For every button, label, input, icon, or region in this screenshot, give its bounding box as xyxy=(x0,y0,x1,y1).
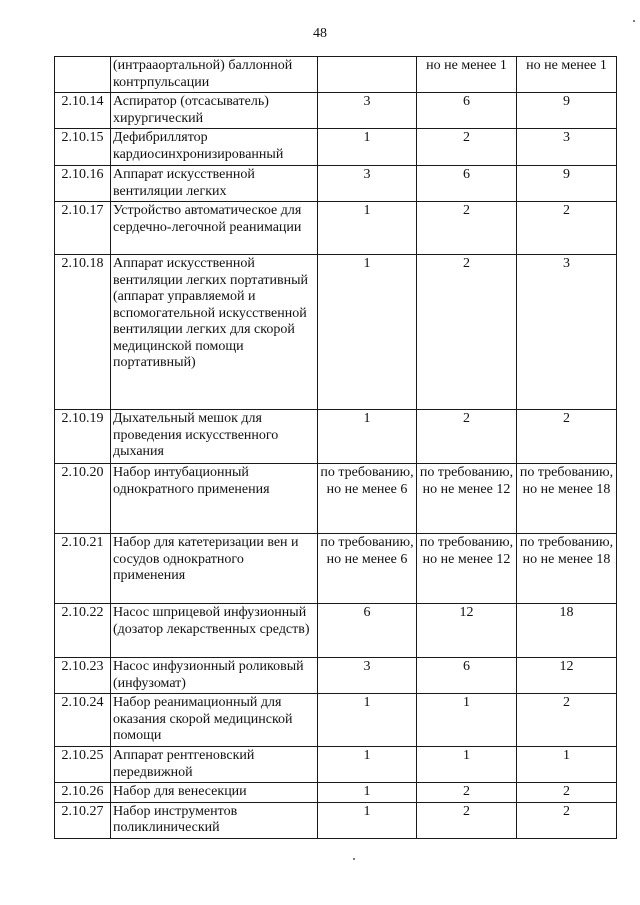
quantity-col-2: 2 xyxy=(417,410,517,464)
quantity-col-3: по требованию, но не менее 18 xyxy=(517,534,617,604)
quantity-col-3: 2 xyxy=(517,783,617,803)
quantity-col-3: 12 xyxy=(517,658,617,694)
table-row xyxy=(55,93,617,129)
quantity-col-1: 3 xyxy=(318,93,417,129)
table-row xyxy=(55,802,617,838)
table-row xyxy=(55,129,617,166)
quantity-col-3: но не менее 1 xyxy=(517,57,617,93)
quantity-col-1: 3 xyxy=(318,658,417,694)
quantity-col-2: 2 xyxy=(417,202,517,255)
table-row xyxy=(55,255,617,410)
quantity-col-2: по требованию, но не менее 12 xyxy=(417,464,517,534)
equipment-name: Аппарат рентгеновский передвижной xyxy=(111,747,318,783)
row-number xyxy=(55,57,111,93)
quantity-col-3: 2 xyxy=(517,802,617,838)
table-row xyxy=(55,534,617,604)
equipment-name: Набор для катетеризации вен и сосудов однократного применения xyxy=(111,534,318,604)
table-row xyxy=(55,658,617,694)
table-row xyxy=(55,604,617,658)
quantity-col-3: 9 xyxy=(517,93,617,129)
quantity-col-2: 12 xyxy=(417,604,517,658)
row-number: 2.10.25 xyxy=(55,747,111,783)
quantity-col-2: по требованию, но не менее 12 xyxy=(417,534,517,604)
row-number: 2.10.15 xyxy=(55,129,111,166)
row-number: 2.10.16 xyxy=(55,166,111,202)
quantity-col-1: 1 xyxy=(318,802,417,838)
quantity-col-2: 6 xyxy=(417,658,517,694)
table-row xyxy=(55,166,617,202)
table-row xyxy=(55,747,617,783)
table-row xyxy=(55,57,617,93)
quantity-col-3: 2 xyxy=(517,410,617,464)
row-number: 2.10.24 xyxy=(55,694,111,747)
quantity-col-2: 1 xyxy=(417,694,517,747)
quantity-col-2: 2 xyxy=(417,255,517,410)
quantity-col-1: 1 xyxy=(318,783,417,803)
row-number: 2.10.14 xyxy=(55,93,111,129)
table-row xyxy=(55,410,617,464)
quantity-col-3: 18 xyxy=(517,604,617,658)
quantity-col-2: 6 xyxy=(417,93,517,129)
equipment-name: Аппарат искусственной вентиляции легких портативный (аппарат управляемой и вспомогательной искусственной вентиляции легких для скорой медицинской помощи портативный) xyxy=(111,255,318,410)
equipment-name: Дыхательный мешок для проведения искусственного дыхания xyxy=(111,410,318,464)
table-row xyxy=(55,202,617,255)
quantity-col-2: 6 xyxy=(417,166,517,202)
row-number: 2.10.17 xyxy=(55,202,111,255)
quantity-col-2: 2 xyxy=(417,129,517,166)
quantity-col-3: 9 xyxy=(517,166,617,202)
equipment-name: (интрааортальной) баллонной контрпульсации xyxy=(111,57,318,93)
scan-speck xyxy=(633,20,635,22)
quantity-col-3: 3 xyxy=(517,129,617,166)
row-number: 2.10.18 xyxy=(55,255,111,410)
quantity-col-2: но не менее 1 xyxy=(417,57,517,93)
scan-speck xyxy=(353,858,355,860)
quantity-col-1: 1 xyxy=(318,202,417,255)
quantity-col-1: 1 xyxy=(318,410,417,464)
page-number: 48 xyxy=(313,26,327,41)
quantity-col-3: 2 xyxy=(517,694,617,747)
equipment-name: Набор интубационный однократного применения xyxy=(111,464,318,534)
quantity-col-2: 1 xyxy=(417,747,517,783)
quantity-col-1: по требованию, но не менее 6 xyxy=(318,464,417,534)
quantity-col-1: по требованию, но не менее 6 xyxy=(318,534,417,604)
quantity-col-1: 3 xyxy=(318,166,417,202)
row-number: 2.10.27 xyxy=(55,802,111,838)
quantity-col-3: 3 xyxy=(517,255,617,410)
row-number: 2.10.26 xyxy=(55,783,111,803)
table-row xyxy=(55,694,617,747)
equipment-name: Аспиратор (отсасыватель) хирургический xyxy=(111,93,318,129)
quantity-col-3: 2 xyxy=(517,202,617,255)
row-number: 2.10.19 xyxy=(55,410,111,464)
quantity-col-1: 1 xyxy=(318,129,417,166)
equipment-name: Аппарат искусственной вентиляции легких xyxy=(111,166,318,202)
quantity-col-1: 1 xyxy=(318,694,417,747)
row-number: 2.10.23 xyxy=(55,658,111,694)
quantity-col-3: по требованию, но не менее 18 xyxy=(517,464,617,534)
equipment-name: Устройство автоматическое для сердечно-легочной реанимации xyxy=(111,202,318,255)
quantity-col-1 xyxy=(318,57,417,93)
row-number: 2.10.21 xyxy=(55,534,111,604)
quantity-col-1: 1 xyxy=(318,255,417,410)
equipment-name: Набор для венесекции xyxy=(111,783,318,803)
equipment-table xyxy=(54,56,617,839)
quantity-col-1: 1 xyxy=(318,747,417,783)
table-row xyxy=(55,464,617,534)
quantity-col-2: 2 xyxy=(417,802,517,838)
quantity-col-3: 1 xyxy=(517,747,617,783)
row-number: 2.10.20 xyxy=(55,464,111,534)
equipment-name: Набор реанимационный для оказания скорой медицинской помощи xyxy=(111,694,318,747)
equipment-name: Дефибриллятор кардиосинхронизированный xyxy=(111,129,318,166)
quantity-col-2: 2 xyxy=(417,783,517,803)
row-number: 2.10.22 xyxy=(55,604,111,658)
table-row xyxy=(55,783,617,803)
equipment-name: Набор инструментов поликлинический xyxy=(111,802,318,838)
equipment-name: Насос шприцевой инфузионный (дозатор лекарственных средств) xyxy=(111,604,318,658)
equipment-name: Насос инфузионный роликовый (инфузомат) xyxy=(111,658,318,694)
quantity-col-1: 6 xyxy=(318,604,417,658)
